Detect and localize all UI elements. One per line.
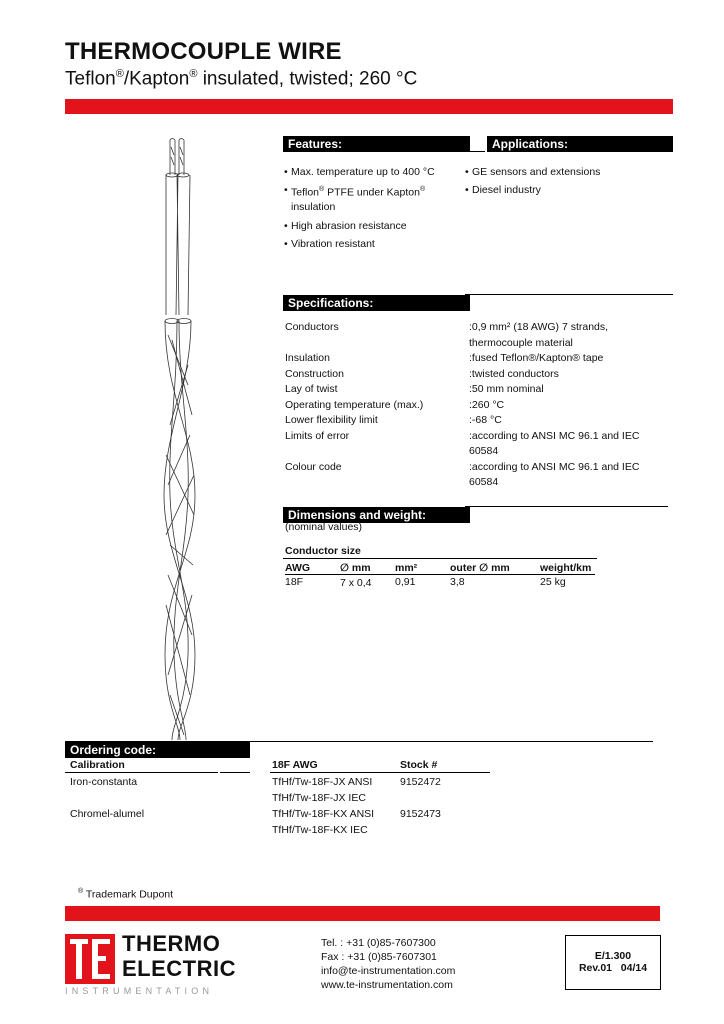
document-revision: Rev.01 04/14: [578, 962, 648, 974]
feature-item: • Vibration resistant: [284, 236, 454, 252]
feature-item: • Max. temperature up to 400 °C: [284, 164, 454, 180]
dimensions-table: [285, 562, 595, 589]
contact-website[interactable]: www.te-instrumentation.com: [321, 979, 453, 991]
header-red-bar: [65, 99, 673, 114]
ordering-rule-1: [65, 772, 218, 773]
ordering-code: TfHf/Tw-18F-JX ANSI: [272, 776, 373, 788]
feature-item: • High abrasion resistance: [284, 218, 454, 234]
ordering-heading: Ordering code:: [65, 742, 250, 758]
dimensions-top-rule: [283, 558, 597, 559]
features-list: [284, 164, 454, 252]
applications-list: [465, 164, 665, 198]
logo-thermo: THERMO: [122, 931, 221, 956]
ordering-rule-3: [270, 772, 490, 773]
contact-email[interactable]: info@te-instrumentation.com: [321, 965, 456, 977]
ordering-calibration-1: Iron-constanta: [70, 776, 138, 788]
ordering-col-calibration: Calibration: [70, 759, 125, 771]
logo-instrumentation: INSTRUMENTATION: [65, 986, 214, 996]
feature-item: • Teflon® PTFE under Kapton® insulation: [284, 183, 454, 214]
contact-tel: Tel. : +31 (0)85-7607300: [321, 937, 436, 949]
trademark-note: ® Trademark Dupont: [78, 888, 174, 901]
dimensions-rule: [465, 506, 668, 507]
spec-row: Operating temperature (max.) :260 °C: [285, 398, 505, 411]
specifications-heading: Specifications:: [283, 295, 470, 311]
contact-block: [321, 936, 455, 992]
ordering-calibration-2: Chromel-alumel: [70, 808, 145, 820]
dimensions-heading: Dimensions and weight:: [283, 507, 470, 523]
dimensions-data-row: 18F 7 x 0,4 0,91 3,8 25 kg: [285, 576, 566, 589]
page-title: THERMOCOUPLE WIRE: [65, 38, 342, 65]
dimensions-note: (nominal values): [285, 521, 363, 533]
application-item: • Diesel industry: [465, 182, 665, 198]
ordering-stock: 9152472: [400, 776, 441, 788]
ordering-col-stock: Stock #: [400, 759, 438, 771]
features-heading: Features:: [283, 136, 470, 152]
logo-electric: ELECTRIC: [122, 956, 236, 981]
spec-row: Lower flexibility limit :-68 °C: [285, 414, 502, 426]
conductor-size-label: Conductor size: [285, 545, 361, 557]
spec-row: Colour code :according to ANSI MC 96.1 and IEC 60584: [285, 460, 640, 488]
ordering-code: TfHf/Tw-18F-KX ANSI: [272, 808, 375, 820]
document-number-box: [565, 935, 661, 990]
spec-row: Insulation :fused Teflon®/Kapton® tape: [285, 352, 604, 364]
ordering-col-awg: 18F AWG: [272, 759, 318, 771]
contact-fax: Fax : +31 (0)85-7607301: [321, 951, 437, 963]
thermo-electric-logo-icon: [65, 934, 115, 984]
ordering-rule-2: [220, 772, 250, 773]
spec-row: Construction :twisted conductors: [285, 367, 559, 380]
twisted-wire-illustration: [150, 135, 220, 745]
spec-row: Limits of error :according to ANSI MC 96.1 and IEC 60584: [285, 429, 640, 457]
features-rule: [465, 151, 485, 152]
footer-red-bar: [65, 906, 660, 921]
application-item: • GE sensors and extensions: [465, 164, 665, 180]
page-subtitle: Teflon®/Kapton® insulated, twisted; 260 °C: [65, 68, 418, 90]
specifications-rule: [465, 294, 673, 295]
document-number: E/1.300: [594, 950, 632, 962]
spec-row: Conductors :0,9 mm² (18 AWG) 7 strands, thermocouple material: [285, 321, 609, 349]
specifications-table: [285, 320, 669, 491]
dimensions-header-row: AWG ∅ mm mm² outer ∅ mm weight/km: [285, 562, 595, 575]
ordering-stock: 9152473: [400, 808, 441, 820]
ordering-code: TfHf/Tw-18F-KX IEC: [272, 824, 368, 836]
ordering-code: TfHf/Tw-18F-JX IEC: [272, 792, 366, 804]
spec-row: Lay of twist :50 mm nominal: [285, 383, 544, 395]
applications-heading: Applications:: [487, 136, 673, 152]
